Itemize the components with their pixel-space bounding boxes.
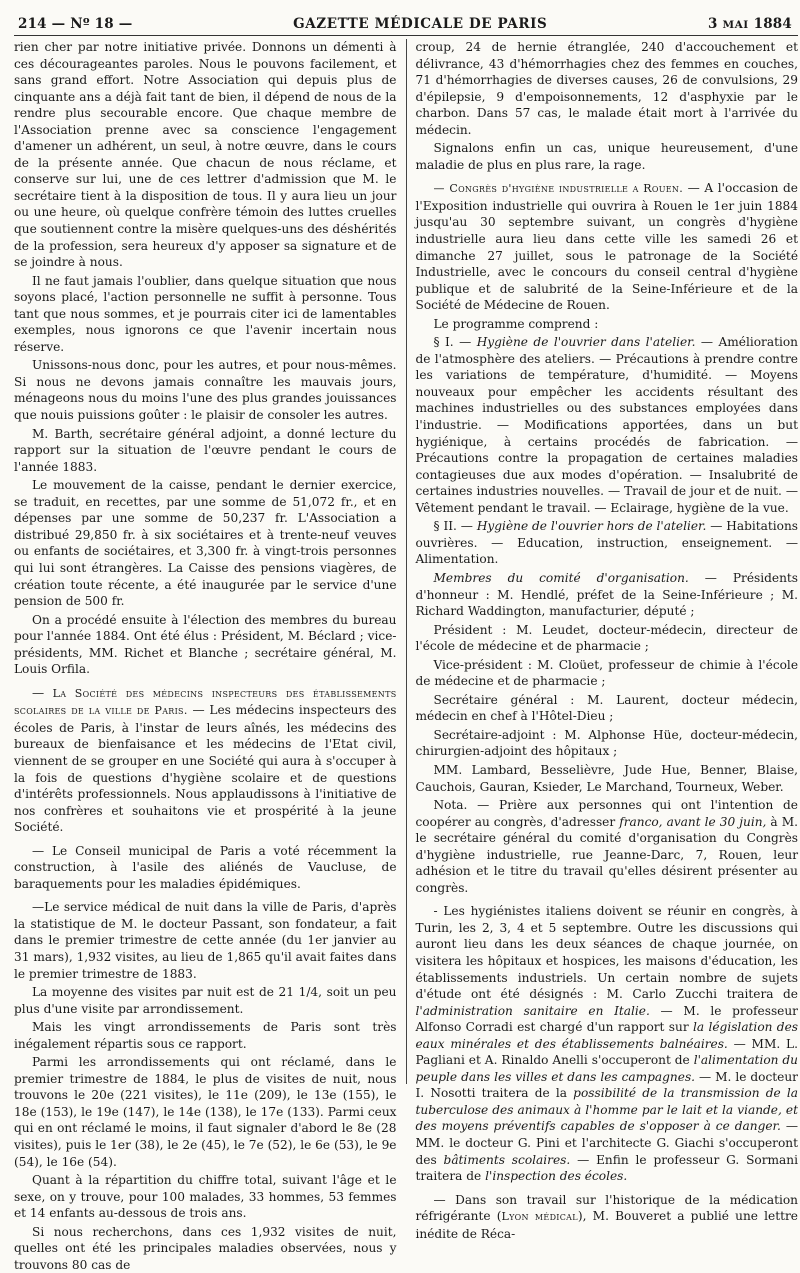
emphasis: l'inspection des écoles.	[485, 1169, 628, 1184]
paragraph: Le mouvement de la caisse, pendant le dernier exercice, se traduit, en recettes, par une somme de 51,072 fr., et en dépenses par une somme de 50,237 fr. L'Association a distribué 29,850 fr. à six sociétaires et à trente-neuf veuves ou enfants de sociétaires, et 3,300 fr. à vingt-trois personnes qui lui sont étrangères. La Caisse des pensions viagères, de création toute récente, a été inaugurée par le service d'une pension de 500 fr.	[14, 478, 397, 609]
paragraph: La moyenne des visites par nuit est de 21 1/4, soit un peu plus d'une visite par arrondissement.	[14, 985, 397, 1016]
paragraph-body: — Dans son travail sur l'historique de la médication réfrigérante (	[415, 1192, 798, 1224]
paragraph: M. Barth, secrétaire général adjoint, a donné lecture du rapport sur la situation de l'œuvre pendant le cours de l'année 1883.	[14, 426, 397, 474]
section-title: Hygiène de l'ouvrier dans l'atelier.	[476, 335, 696, 350]
paragraph-body: — Les médecins inspecteurs des écoles de Paris, à l'instar de leurs aînés, les médecins des bureaux de bienfaisance et les médecins de l'Etat civil, viennent de se grouper en une Société qui aura à s'occuper à la fois de questions d'hygiène scolaire et de questions d'intérêts professionnels. Nous applaudissons à l'initiative de nos confrères et souhaitons vie et prospérité à la jeune Société.	[14, 703, 397, 835]
emphasis: la législation des eaux minérales et des établissements balnéaires.	[415, 1020, 798, 1051]
date-month: MAI	[722, 19, 749, 31]
paragraph-body: — M. le docteur I. Nosotti traitera de la	[415, 1069, 798, 1101]
paragraph-body: — Enfin le professeur G. Sormani traitera de	[415, 1152, 798, 1184]
paragraph: Si nous recherchons, dans ces 1,932 visites de nuit, quelles ont été les principales maladies observées, nous y trouvons 80 cas de	[14, 1224, 397, 1272]
section-heading: — Congrès d'hygiène industrielle a Rouen.	[433, 182, 684, 196]
right-column	[406, 39, 799, 1241]
paragraph	[416, 570, 799, 620]
emphasis: possibilité de la transmission de la tuberculose des animaux à l'homme par le lait et la viande, et des moyens préventifs capables de s'opposer à ce danger.	[415, 1086, 798, 1134]
section-title: Membres du comité d'organisation.	[433, 570, 689, 585]
paragraph: Président : M. Leudet, docteur-médecin, directeur de l'école de médecine et de pharmacie ;	[415, 622, 798, 654]
section-title: Hygiène de l'ouvrier hors de l'atelier.	[476, 519, 707, 534]
paragraph	[416, 1192, 799, 1243]
paragraph-body: — M. le professeur Alfonso Corradi est chargé d'un rapport sur	[415, 1003, 798, 1035]
paragraph-body: à M. le secrétaire général du comité d'organisation du Congrès d'hygiène industrielle, rue Jeanne-Darc, 7, Rouen, leur adhésion et le titre du travail qu'elles désirent présenter au congrès.	[415, 814, 798, 895]
paragraph	[416, 334, 799, 516]
paragraph: MM. Lambard, Besselièvre, Jude Hue, Benner, Blaise, Cauchois, Gauran, Ksieder, Le Marchand, Tourneux, Weber.	[415, 762, 798, 794]
paragraph: croup, 24 de hernie étranglée, 240 d'accouchement et délivrance, 43 d'hémorrhagies chez des femmes en couches, 71 d'hémorrhagies de diverses causes, 26 de convulsions, 29 d'épilepsie, 9 d'empoisonnements, 12 d'asphyxie par le charbon. Dans 57 cas, le malade était mort à l'arrivée du médecin.	[415, 40, 798, 137]
paragraph: Secrétaire-adjoint : M. Alphonse Hüe, docteur-médecin, chirurgien-adjoint des hôpitaux ;	[415, 727, 798, 759]
paragraph: Parmi les arrondissements qui ont réclamé, dans le premier trimestre de 1884, le plus de visites de nuit, nous trouvons le 20e (221 visites), le 11e (209), le 13e (155), le 18e (153), le 19e (147), le 14e (138), le 17e (133). Parmi ceux qui en ont réclamé le moins, il faut signaler d'abord le 8e (28 visites), puis le 1er (38), le 2e (45), le 7e (52), le 6e (53), le 9e (54), le 16e (54).	[14, 1055, 397, 1169]
paragraph: Secrétaire général : M. Laurent, docteur médecin, médecin en chef à l'Hôtel-Dieu ;	[415, 692, 798, 724]
paragraph: Unissons-nous donc, pour les autres, et pour nous-mêmes. Si nous ne devons jamais connaître les mauvais jours, ménageons nous du moins l'une des plus grandes jouissances que nouis puissions goûter : le plaisir de consoler les autres.	[14, 358, 397, 423]
paragraph	[416, 180, 799, 313]
paragraph: — Le Conseil municipal de Paris a voté récemment la construction, à l'asile des aliénés de Vaucluse, de baraquements pour les maladies épidémiques.	[14, 843, 397, 891]
paragraph	[416, 797, 799, 896]
page-number: 214 — Nº 18 —	[18, 16, 133, 32]
journal-name: Lyon médical	[501, 1210, 578, 1224]
paragraph-body: — Présidents d'honneur : M. Hendlé, préfet de la Seine-Inférieure ; M. Richard Waddington, manufacturier, député ;	[415, 570, 798, 619]
section-number: § II. —	[433, 519, 477, 534]
paragraph: Mais les vingt arrondissements de Paris sont très inégalement répartis sous ce rapport.	[14, 1020, 397, 1051]
issue-date	[708, 16, 792, 32]
paragraph: On a procédé ensuite à l'élection des membres du bureau pour l'année 1884. Ont été élus : Président, M. Béclard ; vice-présidents, MM. Richet et Blanche ; secrétaire général, M. Louis Orfila.	[14, 612, 397, 677]
paragraph	[416, 518, 799, 568]
paragraph	[416, 903, 799, 1184]
page-header	[14, 16, 798, 36]
paragraph-body: — A l'occasion de l'Exposition industrielle qui ouvrira à Rouen le 1er juin 1884 jusqu'au 30 septembre suivant, un congrès d'hygiène industrielle aura lieu dans cette ville les samedi 26 et dimanche 27 juillet, sous le patronage de la Société Industrielle, avec le concours du conseil central d'hygiène publique et de salubrité de la Seine-Inférieure et de la Société de Médecine de Rouen.	[415, 181, 798, 313]
text-columns	[14, 39, 799, 1272]
section-number: § I. —	[433, 335, 477, 350]
paragraph-body: — Amélioration de l'atmosphère des ateliers. — Précautions à prendre contre les variations de température, d'humidité. — Moyens nouveaux pour empêcher les accidents résultant des machines industrielles ou des substances employées dans l'industrie. — Modifications apportées, dans un but hygiénique, à certains procédés de fabrication. — Précautions contre la propagation de certaines maladies contagieuses due aux modes d'opération. — Insalubrité de certaines industries nouvelles. — Travail de jour et de nuit. — Vêtement pendant le travail. — Eclairage, hygiène de la vue.	[415, 335, 798, 515]
date-year: 1884	[753, 16, 792, 32]
paragraph: — La Société des médecins inspecteurs des établissements scolaires de la ville de Paris. — Les médecins inspecteurs des écoles de Paris, à l'instar de leurs aînés, les médecins des bureaux de bienfaisance et les médecins de l'Etat civil, viennent de se grouper en une Société qui aura à s'occuper à la fois de questions d'hygiène scolaire et de questions d'intérêts professionnels. Nous applaudissons à l'initiative de nos confrères et souhaitons vie et prospérité à la jeune Société.	[14, 685, 397, 835]
left-column	[14, 39, 406, 1272]
paragraph: rien cher par notre initiative privée. Donnons un démenti à ces décourageantes paroles. Nous le pouvons facilement, et sans grand effort. Notre Association qui depuis plus de cinquante ans a déjà fait tant de bien, il dépend de nous de la rendre plus secourable encore. Que chaque membre de l'Association prenne avec sa conscience l'engagement d'amener un adhérent, un seul, à notre œuvre, dans le cours de la présente année. Que chacun de nous réclame, et conserve sur lui, une de ces lettrer d'admission que M. le secrétaire tient à la disposition de tous. Il y aura lieu un jour ou une heure, où quelque confrère témoin des luttes cruelles que soutiennent contre la misère quelques-uns des déshérités de la profession, sera heureux d'y apposer sa signature et de se joindre à nous.	[14, 40, 397, 270]
paragraph: Il ne faut jamais l'oublier, dans quelque situation que nous soyons placé, l'action personnelle ne suffit à personne. Tous tant que nous sommes, et je pourrais citer ici de lamentables exemples, nous ignorons ce que l'avenir incertain nous réserve.	[14, 273, 397, 354]
section-heading: La Société des médecins inspecteurs des établissements scolaires de la ville de Paris.	[14, 686, 397, 718]
emphasis: franco, avant le 30 juin,	[619, 814, 767, 829]
paragraph-body: — Habitations ouvrières. — Education, instruction, enseignement. — Alimentation.	[415, 519, 799, 567]
paragraph-body: - Les hygiénistes italiens doivent se réunir en congrès, à Turin, les 2, 3, 4 et 5 septembre. Outre les discussions qui auront lieu dans les deux séances de chaque journée, on visitera les hôpitaux et hospices, les maisons d'éducation, les établissements industriels. Un certain nombre de sujets d'étude ont été désignés : M. Carlo Zucchi traitera de	[415, 904, 798, 1002]
emphasis: l'administration sanitaire en Italie.	[415, 1003, 650, 1018]
paragraph-body: Nota. — Prière aux personnes qui ont l'intention de coopérer au congrès, d'adresser	[415, 798, 798, 829]
date-day: 3	[708, 16, 718, 32]
paragraph: —Le service médical de nuit dans la ville de Paris, d'après la statistique de M. le docteur Passant, son fondateur, a fait dans le premier trimestre de cette année (du 1er janvier au 31 mars), 1,932 visites, au lieu de 1,865 qu'il avait faites dans le premier trimestre de 1883.	[14, 900, 397, 981]
emphasis: bâtiments scolaires.	[443, 1152, 571, 1167]
paragraph-body: — MM. le docteur G. Pini et l'architecte G. Giachi s'occuperont des	[415, 1119, 798, 1167]
paragraph: Vice-président : M. Cloüet, professeur de chimie à l'école de médecine et de pharmacie ;	[415, 657, 798, 689]
paragraph: Signalons enfin un cas, unique heureusement, d'une maladie de plus en plus rare, la rage.	[415, 141, 798, 172]
journal-title: GAZETTE MÉDICALE DE PARIS	[293, 16, 548, 32]
emphasis: l'alimentation du peuple dans les villes et dans les campagnes.	[415, 1053, 798, 1084]
paragraph-body: — MM. L. Pagliani et A. Rinaldo Anelli s'occuperont de	[415, 1036, 798, 1068]
paragraph: Le programme comprend :	[433, 316, 599, 331]
paragraph: Quant à la répartition du chiffre total, suivant l'âge et le sexe, on y trouve, pour 100 malades, 33 hommes, 53 femmes et 14 enfants au-dessous de trois ans.	[14, 1173, 397, 1221]
paragraph-body: ), M. Bouveret a publié une lettre inédite de Réca-	[415, 1209, 798, 1241]
